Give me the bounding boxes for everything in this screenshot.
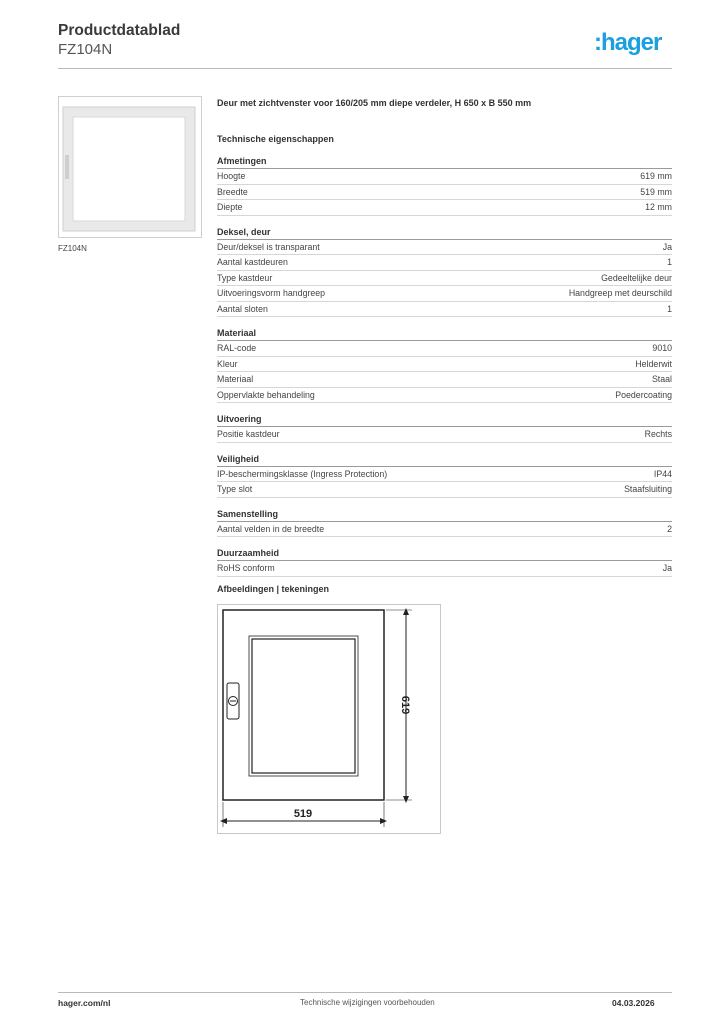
images-heading: Afbeeldingen | tekeningen	[217, 584, 330, 594]
spec-section	[217, 546, 672, 577]
page-title: Productdatablad	[58, 22, 181, 39]
spec-label: Type kastdeur	[217, 272, 273, 283]
product-title: Deur met zichtvenster voor 160/205 mm diepe verdeler, H 650 x B 550 mm	[217, 98, 532, 108]
spec-label: Positie kastdeur	[217, 429, 280, 439]
spec-row	[217, 286, 672, 302]
spec-row	[217, 200, 672, 216]
footer-disclaimer: Technische wijzigingen voorbehouden	[300, 998, 435, 1007]
hager-logo	[594, 28, 674, 58]
spec-row	[217, 357, 672, 373]
spec-label: Aantal sloten	[217, 303, 268, 314]
spec-section	[217, 225, 672, 318]
footer-date: 04.03.2026	[612, 998, 655, 1008]
spec-value: 12 mm	[645, 202, 672, 212]
spec-label: Deur/deksel is transparant	[217, 241, 320, 252]
website-link[interactable]: hager.com/nl	[58, 998, 111, 1008]
header-divider	[58, 68, 672, 69]
spec-row	[217, 482, 672, 498]
window-outline	[252, 639, 355, 773]
spec-row	[217, 169, 672, 185]
spec-row	[217, 427, 672, 443]
spec-row	[217, 255, 672, 271]
thumbnail-caption: FZ104N	[58, 244, 87, 253]
spec-value: 519 mm	[640, 186, 672, 197]
spec-row	[217, 240, 672, 256]
spec-value: Staafsluiting	[624, 484, 672, 494]
spec-label: Aantal kastdeuren	[217, 257, 288, 267]
spec-value: Poedercoating	[615, 389, 672, 400]
footer-divider	[58, 992, 672, 993]
section-title: Uitvoering	[217, 412, 672, 427]
spec-label: Materiaal	[217, 374, 254, 384]
spec-label: IP-beschermingsklasse (Ingress Protection)	[217, 468, 388, 479]
spec-value: Helderwit	[635, 358, 672, 369]
spec-value: Rechts	[644, 429, 672, 439]
spec-row	[217, 388, 672, 404]
spec-label: RoHS conform	[217, 563, 275, 573]
door-drawing	[218, 605, 440, 833]
section-title: Deksel, deur	[217, 225, 672, 240]
spec-section	[217, 154, 672, 216]
technical-heading: Technische eigenschappen	[217, 134, 334, 144]
spec-value: Gedeeltelijke deur	[601, 272, 672, 283]
spec-value: 2	[667, 523, 672, 534]
spec-label: Type slot	[217, 484, 253, 494]
spec-row	[217, 467, 672, 483]
spec-row	[217, 302, 672, 318]
spec-value: IP44	[653, 468, 672, 479]
spec-label: Uitvoeringsvorm handgreep	[217, 288, 326, 298]
svg-text::hager: :hager	[594, 29, 662, 56]
spec-section	[217, 326, 672, 403]
section-title: Afmetingen	[217, 154, 672, 169]
spec-value: 9010	[652, 343, 672, 353]
technical-drawing	[217, 604, 441, 834]
spec-value: 1	[667, 257, 672, 267]
spec-value: 1	[667, 303, 672, 314]
section-title: Duurzaamheid	[217, 546, 672, 561]
spec-row	[217, 372, 672, 388]
spec-value: Staal	[651, 374, 672, 384]
section-title: Materiaal	[217, 326, 672, 341]
door-thumbnail-image	[59, 97, 201, 237]
product-specs	[217, 96, 672, 586]
spec-value: Handgreep met deurschild	[568, 288, 672, 298]
spec-label: Kleur	[217, 358, 238, 369]
spec-row	[217, 522, 672, 538]
product-code: FZ104N	[58, 41, 113, 58]
spec-row	[217, 271, 672, 287]
width-label: 519	[293, 808, 313, 820]
spec-section	[217, 507, 672, 538]
spec-label: RAL-code	[217, 343, 257, 353]
spec-value: 619 mm	[640, 171, 672, 181]
spec-label: Hoogte	[217, 171, 246, 181]
height-label: 619	[399, 695, 411, 715]
spec-sections	[217, 154, 672, 577]
spec-row	[217, 341, 672, 357]
spec-row	[217, 185, 672, 201]
section-title: Samenstelling	[217, 507, 672, 522]
spec-value: Ja	[662, 241, 672, 252]
spec-section	[217, 452, 672, 498]
spec-section	[217, 412, 672, 443]
section-title: Veiligheid	[217, 452, 672, 467]
spec-label: Diepte	[217, 202, 243, 212]
spec-label: Aantal velden in de breedte	[217, 523, 325, 534]
spec-label: Breedte	[217, 186, 248, 197]
spec-value: Ja	[662, 563, 672, 573]
spec-label: Oppervlakte behandeling	[217, 389, 315, 400]
product-thumbnail	[58, 96, 202, 238]
spec-row	[217, 561, 672, 577]
